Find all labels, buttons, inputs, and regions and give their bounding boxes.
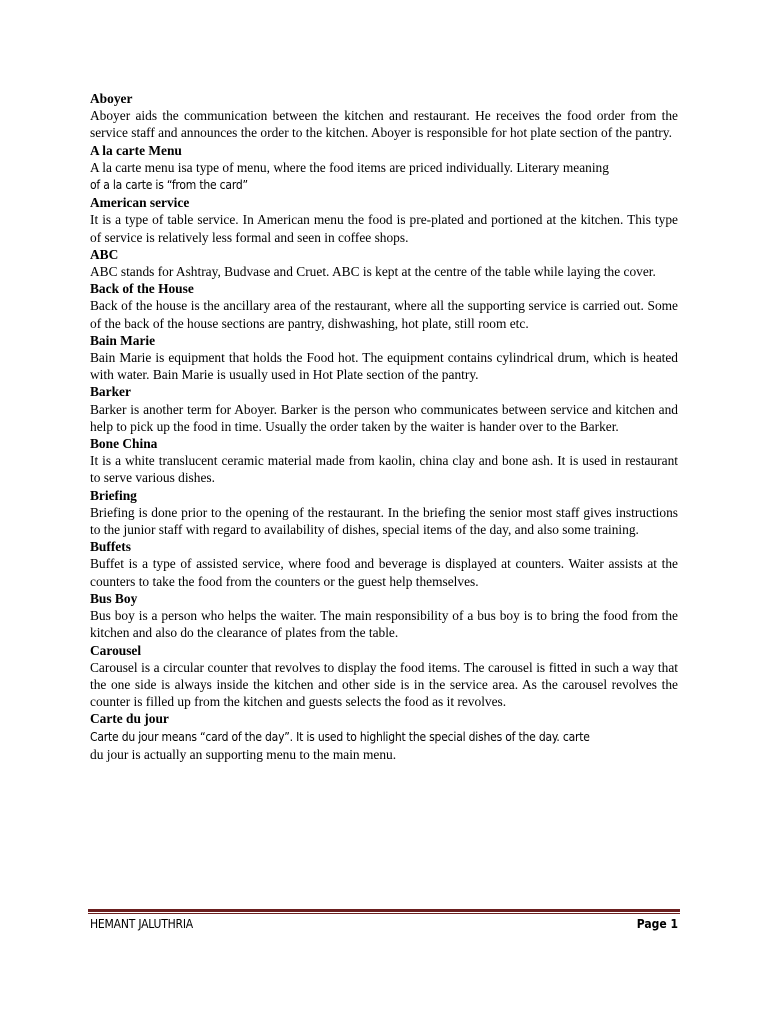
glossary-content xyxy=(90,90,678,763)
glossary-entry-briefing xyxy=(90,487,678,539)
term-heading: Buffets xyxy=(90,539,131,555)
glossary-entry-carousel xyxy=(90,642,678,711)
term-heading: Bain Marie xyxy=(90,332,156,348)
term-heading: Briefing xyxy=(90,487,137,503)
term-heading: ABC xyxy=(90,246,119,262)
glossary-entry-american-service xyxy=(90,194,678,246)
term-definition: Bus boy is a person who helps the waiter. The main responsibility of a bus boy is to bring the food from the kitchen and also do the clearance of plates from the table. xyxy=(90,608,678,641)
term-heading: Carte du jour xyxy=(90,711,169,727)
term-definition: Barker is another term for Aboyer. Barker is the person who communicates between service and kitchen and help to pick up the food in time. Usually the order taken by the waiter is hander over to the Barker. xyxy=(90,401,678,434)
term-definition: Aboyer aids the communication between the kitchen and restaurant. He receives the food order from the service staff and announces the order to the kitchen. Aboyer is responsible for hot plate section of the pantry. xyxy=(90,108,678,141)
term-definition-alt-text: of a la carte is “from the card” xyxy=(90,178,248,193)
term-heading: Back of the House xyxy=(90,281,194,297)
glossary-entry-carte-du-jour xyxy=(90,710,678,763)
term-heading: Aboyer xyxy=(90,91,133,106)
term-definition-alt-text: Carte du jour means “card of the day”. It is used to highlight the special dishes of the day. carte xyxy=(90,729,590,744)
term-heading: Barker xyxy=(90,384,131,400)
term-heading: Bus Boy xyxy=(90,590,138,606)
term-heading: Carousel xyxy=(90,642,142,658)
glossary-entry-bain-marie xyxy=(90,332,678,384)
term-definition xyxy=(90,728,678,763)
term-definition: Briefing is done prior to the opening of the restaurant. In the briefing the senior most staff gives instructions to the junior staff with regard to availability of dishes, special items of the day, and also some training. xyxy=(90,504,678,538)
term-definition: Back of the house is the ancillary area of the restaurant, where all the supporting service is carried out. Some of the back of the house sections are pantry, dishwashing, hot plate, still room etc. xyxy=(90,298,678,331)
footer-rule-thick xyxy=(88,909,680,912)
glossary-entry-aboyer xyxy=(90,90,678,142)
term-definition: It is a type of table service. In American menu the food is pre-plated and portioned at the kitchen. This type of service is relatively less formal and seen in coffee shops. xyxy=(90,212,678,245)
glossary-entry-buffets xyxy=(90,538,678,590)
footer-page-number: Page 1 xyxy=(636,917,678,931)
term-heading: American service xyxy=(90,195,190,211)
footer-author: HEMANT JALUTHRIA xyxy=(90,917,193,931)
term-definition: Bain Marie is equipment that holds the Food hot. The equipment contains cylindrical drum, which is heated with water. Bain Marie is usually used in Hot Plate section of the pantry. xyxy=(90,350,678,383)
term-heading: Bone China xyxy=(90,436,158,452)
term-definition xyxy=(90,159,678,194)
term-definition: It is a white translucent ceramic material made from kaolin, china clay and bone ash. It is used in restaurant to serve various dishes. xyxy=(90,453,678,486)
term-definition: Buffet is a type of assisted service, where food and beverage is displayed at counters. Waiter assists at the counters to take the food from the counters or the guest help themselves. xyxy=(90,556,678,589)
glossary-entry-bus-boy xyxy=(90,590,678,642)
term-heading: A la carte Menu xyxy=(90,142,182,158)
term-definition: ABC stands for Ashtray, Budvase and Cruet. ABC is kept at the centre of the table while laying the cover. xyxy=(90,264,656,280)
glossary-entry-barker xyxy=(90,383,678,435)
term-definition-text: du jour is actually an supporting menu to the main menu. xyxy=(90,746,397,762)
glossary-entry-abc xyxy=(90,246,678,280)
glossary-entry-back-of-the-house xyxy=(90,280,678,332)
footer-rule-thin xyxy=(88,913,680,914)
glossary-entry-bone-china xyxy=(90,435,678,487)
glossary-entry-a-la-carte-menu xyxy=(90,142,678,195)
term-definition: Carousel is a circular counter that revolves to display the food items. The carousel is fitted in such a way that the one side is always inside the kitchen and other side is in the service area. As the carousel revolves the counter is filled up from the kitchen and guests selects the food as it revolves. xyxy=(90,659,678,710)
term-definition-text: A la carte menu isa type of menu, where the food items are priced individually. Literary meaning xyxy=(90,159,609,175)
